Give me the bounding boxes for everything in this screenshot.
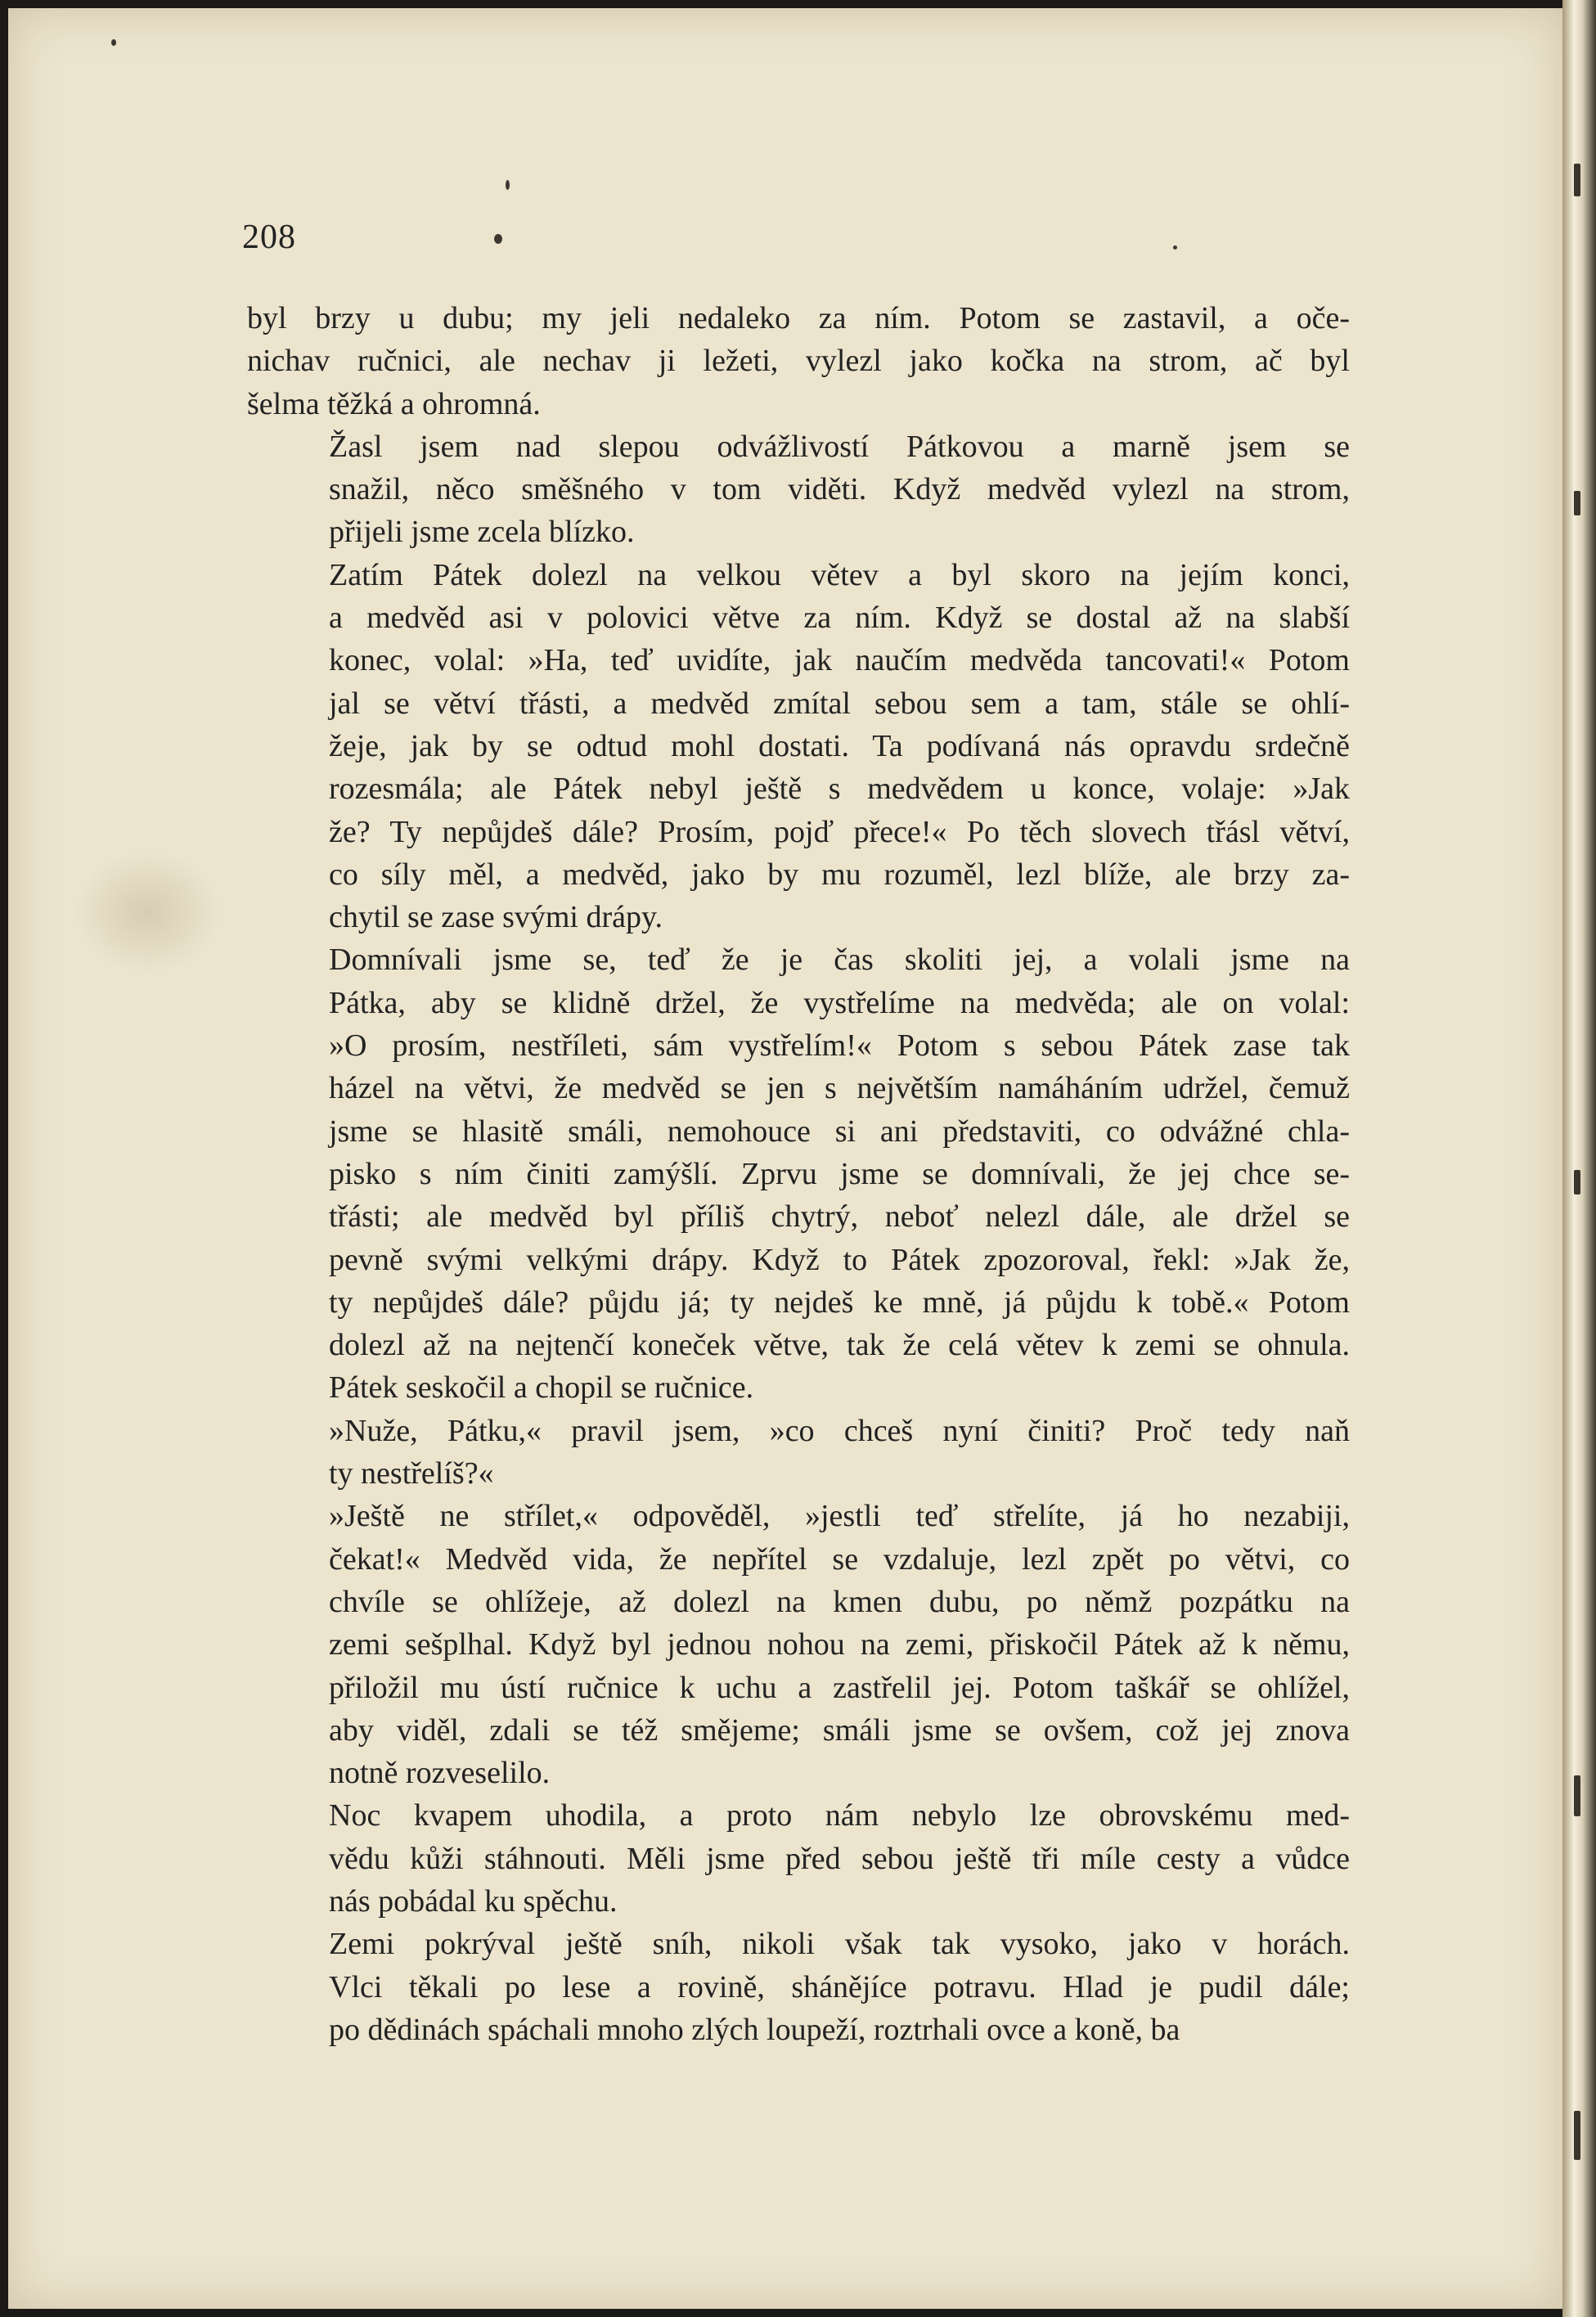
- gutter-mark: [1574, 164, 1580, 196]
- text-line: konec, volal: »Ha, teď uvidíte, jak naučím medvěda tancovati!« Potom: [329, 643, 1350, 678]
- text-line: házel na větvi, že medvěd se jen s největším namáháním udržel, čemuž: [329, 1071, 1350, 1106]
- text-line: chytil se zase svými drápy.: [329, 900, 663, 935]
- text-line: a medvěd asi v polovici větve za ním. Když se dostal až na slabší: [329, 601, 1350, 636]
- book-gutter: [1562, 0, 1596, 2317]
- ink-speck: [1173, 245, 1177, 250]
- text-line: rozesmála; ale Pátek nebyl ještě s medvědem u konce, volaje: »Jak: [329, 772, 1350, 807]
- text-line: Zemi pokrýval ještě sníh, nikoli však tak vysoko, jako v horách.: [329, 1927, 1350, 1962]
- text-line: pisko s ním činiti zamýšlí. Zprvu jsme se domnívali, že jej chce se-: [329, 1156, 1350, 1191]
- text-line: nichav ručnici, ale nechav ji ležeti, vylezl jako kočka na strom, ač byl: [247, 344, 1350, 379]
- ink-speck: [111, 39, 116, 46]
- paragraph: [247, 1495, 1350, 1794]
- text-line: žeje, jak by se odtud mohl dostati. Ta podívaná nás opravdu srdečně: [329, 728, 1350, 763]
- ink-speck: [506, 180, 510, 190]
- text-line: Domnívali jsme se, teď že je čas skoliti jej, a volali jsme na: [329, 943, 1350, 978]
- paragraph: [247, 425, 1350, 554]
- page-smudge: [74, 851, 221, 974]
- text-line: přijeli jsme zcela blízko.: [329, 515, 635, 550]
- text-line: šelma těžká a ohromná.: [247, 386, 541, 421]
- text-line: vědu kůži stáhnouti. Měli jsme před sebou ještě tři míle cesty a vůdce: [329, 1841, 1350, 1876]
- text-line: byl brzy u dubu; my jeli nedaleko za ním. Potom se zastavil, a oče-: [247, 301, 1350, 335]
- paragraph: [247, 1794, 1350, 1923]
- text-line: notně rozveselilo.: [329, 1756, 551, 1791]
- text-line: »O prosím, nestříleti, sám vystřelím!« Potom s sebou Pátek zase tak: [329, 1028, 1350, 1064]
- text-line: ty nepůjdeš dále? půjdu já; ty nejdeš ke mně, já půjdu k tobě.« Potom: [329, 1284, 1350, 1320]
- gutter-mark: [1574, 491, 1580, 515]
- text-line: Pátek seskočil a chopil se ručnice.: [329, 1370, 754, 1406]
- text-line: čekat!« Medvěd vida, že nepřítel se vzdaluje, lezl zpět po větvi, co: [329, 1541, 1350, 1577]
- paragraph: [247, 1923, 1350, 2051]
- text-line: pevně svými velkými drápy. Když to Pátek zpozoroval, řekl: »Jak že,: [329, 1242, 1350, 1277]
- text-line: snažil, něco směšného v tom viděti. Když medvěd vylezl na strom,: [329, 472, 1350, 507]
- gutter-mark: [1574, 1170, 1580, 1194]
- text-line: Žasl jsem nad slepou odvážlivostí Pátkovou a marně jsem se: [329, 429, 1350, 464]
- text-line: přiložil mu ústí ručnice k uchu a zastřelil jej. Potom taškář se ohlížel,: [329, 1670, 1350, 1705]
- gutter-mark: [1574, 2111, 1580, 2160]
- text-line: aby viděl, zdali se též smějeme; smáli jsme se ovšem, což jej znova: [329, 1712, 1350, 1748]
- paragraph: [247, 297, 1350, 425]
- page-number: 208: [242, 218, 296, 256]
- text-line: třásti; ale medvěd byl příliš chytrý, neboť nelezl dále, ale držel se: [329, 1199, 1350, 1235]
- text-line: nás pobádal ku spěchu.: [329, 1883, 618, 1919]
- text-line: zemi sešplhal. Když byl jednou nohou na zemi, přiskočil Pátek až k němu,: [329, 1627, 1350, 1662]
- text-line: »Nuže, Pátku,« pravil jsem, »co chceš nyní činiti? Proč tedy naň: [329, 1413, 1350, 1448]
- paragraph: [247, 1410, 1350, 1496]
- text-line: Pátka, aby se klidně držel, že vystřelíme na medvěda; ale on volal:: [329, 985, 1350, 1020]
- text-line: Noc kvapem uhodila, a proto nám nebylo lze obrovskému med-: [329, 1798, 1350, 1833]
- text-line: že? Ty nepůjdeš dále? Prosím, pojď přece!« Po těch slovech třásl větví,: [329, 814, 1350, 849]
- body-text: [247, 297, 1350, 2051]
- gutter-mark: [1574, 1775, 1580, 1816]
- text-line: dolezl až na nejtenčí koneček větve, tak že celá větev k zemi se ohnula.: [329, 1328, 1350, 1363]
- text-line: co síly měl, a medvěd, jako by mu rozuměl, lezl blíže, ale brzy za-: [329, 857, 1350, 892]
- ink-speck: [494, 234, 502, 244]
- paragraph: [247, 554, 1350, 939]
- text-line: Zatím Pátek dolezl na velkou větev a byl skoro na jejím konci,: [329, 557, 1350, 592]
- book-page: [8, 8, 1562, 2309]
- text-line: chvíle se ohlížeje, až dolezl na kmen dubu, po němž pozpátku na: [329, 1584, 1350, 1619]
- text-line: »Ještě ne střílet,« odpověděl, »jestli teď střelíte, já ho nezabiji,: [329, 1499, 1350, 1534]
- text-line: po dědinách spáchali mnoho zlých loupeží, roztrhali ovce a koně, ba: [329, 2012, 1180, 2047]
- text-line: jal se větví třásti, a medvěd zmítal sebou sem a tam, stále se ohlí-: [329, 686, 1350, 721]
- text-line: jsme se hlasitě smáli, nemohouce si ani představiti, co odvážné chla-: [329, 1114, 1350, 1149]
- text-line: ty nestřelíš?«: [329, 1456, 494, 1491]
- text-line: Vlci těkali po lese a rovině, shánějíce potravu. Hlad je pudil dále;: [329, 1969, 1350, 2004]
- paragraph: [247, 938, 1350, 1409]
